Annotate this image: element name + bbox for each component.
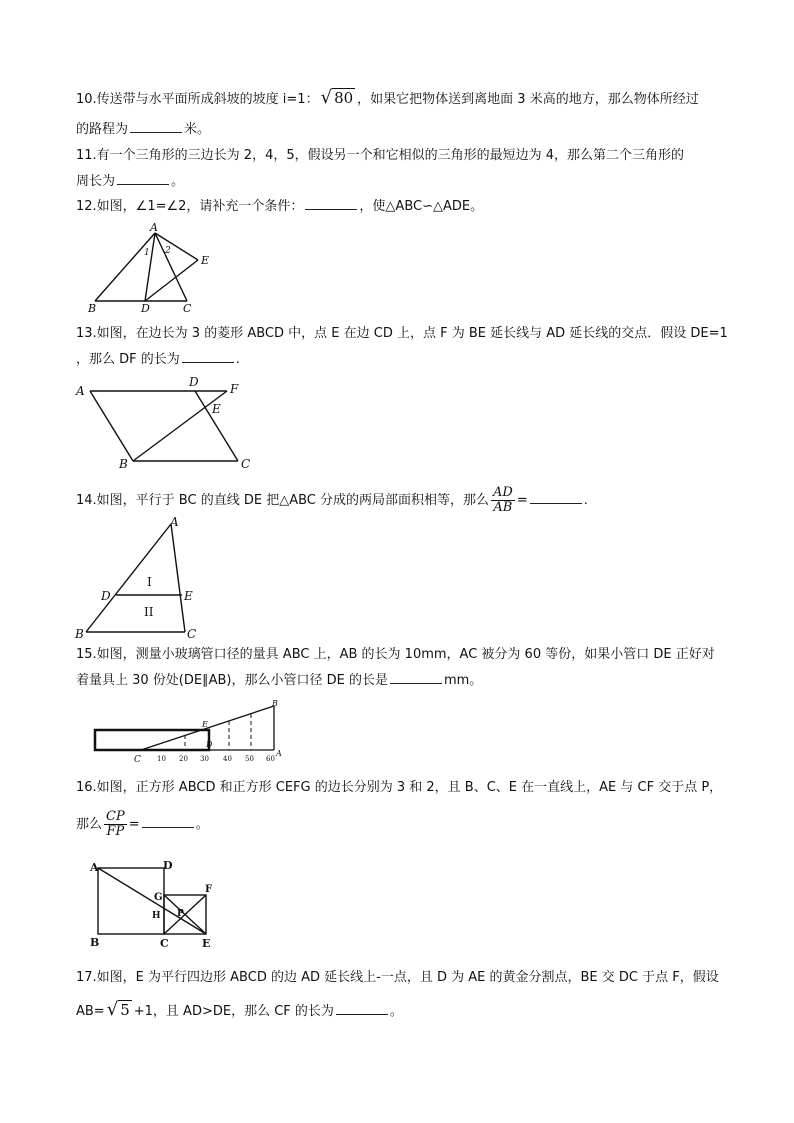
label-E: E <box>184 589 193 603</box>
q11-line2: 周长为 。 <box>76 174 185 189</box>
q16-line2: 那么 $\frac{CP}{FP}$ = 。 <box>76 809 209 839</box>
label-E: E <box>202 937 211 950</box>
label-D: D <box>163 859 173 872</box>
answer-blank[interactable] <box>182 350 234 363</box>
label-B: B <box>90 936 100 949</box>
angle-1: 1 <box>144 248 150 258</box>
q16-line1: 16.如图，正方形 ABCD 和正方形 CEFG 的边长分别为 3 和 2，且 B、C、E 在一直线上，AE 与 CF 交于点 P， <box>76 780 723 795</box>
fraction-cp-fp: $\frac{CP}{FP}$ <box>106 809 125 839</box>
q10-line1: 10.传送带与水平面所成斜坡的坡度 i=1： √ 80 ，如果它把物体送到离地面 3 米高的地方，那么物体所经过 <box>76 87 699 108</box>
answer-blank[interactable] <box>390 671 442 684</box>
label-B: B <box>272 699 278 708</box>
label-E: E <box>202 720 208 729</box>
tick-20: 20 <box>179 755 188 763</box>
label-A: A <box>76 384 85 398</box>
label-D: D <box>189 375 199 389</box>
label-E: E <box>212 402 221 416</box>
label-B: B <box>119 457 128 471</box>
label-P: P <box>177 909 184 919</box>
label-D: D <box>206 740 213 749</box>
q15-line2: 着量具上 30 份处(DE∥AB)，那么小管口径 DE 的长是 mm。 <box>76 673 483 688</box>
label-B: B <box>88 302 97 315</box>
label-F: F <box>205 884 213 895</box>
label-E: E <box>201 254 210 267</box>
tick-30: 30 <box>200 755 209 763</box>
label-D: D <box>101 589 111 603</box>
answer-blank[interactable] <box>130 120 182 133</box>
tick-10: 10 <box>157 755 166 763</box>
q16-figure <box>80 850 230 955</box>
q17-line2: AB= √ 5 +1，且 AD>DE，那么 CF 的长为 。 <box>76 999 403 1020</box>
label-D: D <box>141 302 150 315</box>
q12-figure <box>80 220 230 315</box>
region-I: I <box>147 575 152 589</box>
answer-blank[interactable] <box>142 815 194 828</box>
answer-blank[interactable] <box>117 172 169 185</box>
label-C: C <box>134 755 141 765</box>
sqrt-80: √ 80 <box>320 87 354 108</box>
label-A: A <box>150 221 158 234</box>
q10-line2: 的路程为 米。 <box>76 122 211 137</box>
tick-50: 50 <box>245 755 254 763</box>
q14-figure <box>72 514 222 644</box>
label-A: A <box>276 749 282 758</box>
label-C: C <box>241 457 251 471</box>
q14-text: 14.如图，平行于 BC 的直线 DE 把△ABC 分成的两局部面积相等，那么 $\frac{AD}{AB}$ = . <box>76 485 588 515</box>
label-C: C <box>183 302 192 315</box>
answer-blank[interactable] <box>305 197 357 210</box>
q13-line2: ，那么 DF 的长为 . <box>76 352 240 367</box>
label-F: F <box>230 382 239 396</box>
label-H: H <box>152 911 161 921</box>
sqrt-5: √ 5 <box>106 999 130 1020</box>
tick-40: 40 <box>223 755 232 763</box>
q11-line1: 11.有一个三角形的三边长为 2，4，5，假设另一个和它相似的三角形的最短边为 4，那么第二个三角形的 <box>76 148 685 163</box>
label-C: C <box>160 937 169 950</box>
label-C: C <box>187 627 197 641</box>
region-II: II <box>144 605 154 619</box>
fraction-ad-ab: $\frac{AD}{AB}$ <box>493 485 513 515</box>
q13-figure <box>72 372 272 472</box>
angle-2: 2 <box>165 246 171 256</box>
label-A: A <box>170 515 179 529</box>
label-A: A <box>90 861 99 874</box>
label-G: G <box>154 892 163 903</box>
answer-blank[interactable] <box>336 1002 388 1015</box>
q15-figure <box>86 700 286 766</box>
q13-line1: 13.如图，在边长为 3 的菱形 ABCD 中，点 E 在边 CD 上，点 F 为 BE 延长线与 AD 延长线的交点．假设 DE=1 <box>76 326 728 341</box>
q12-text: 12.如图，∠1=∠2，请补充一个条件： ，使△ABC∽△ADE。 <box>76 199 484 214</box>
q17-line1: 17.如图，E 为平行四边形 ABCD 的边 AD 延长线上-一点，且 D 为 AE 的黄金分割点，BE 交 DC 于点 F，假设 <box>76 970 719 985</box>
q15-line1: 15.如图，测量小玻璃管口径的量具 ABC 上，AB 的长为 10mm，AC 被分为 60 等份，如果小管口 DE 正好对 <box>76 647 715 662</box>
label-B: B <box>75 627 84 641</box>
answer-blank[interactable] <box>530 491 582 504</box>
tick-60: 60 <box>266 755 275 763</box>
